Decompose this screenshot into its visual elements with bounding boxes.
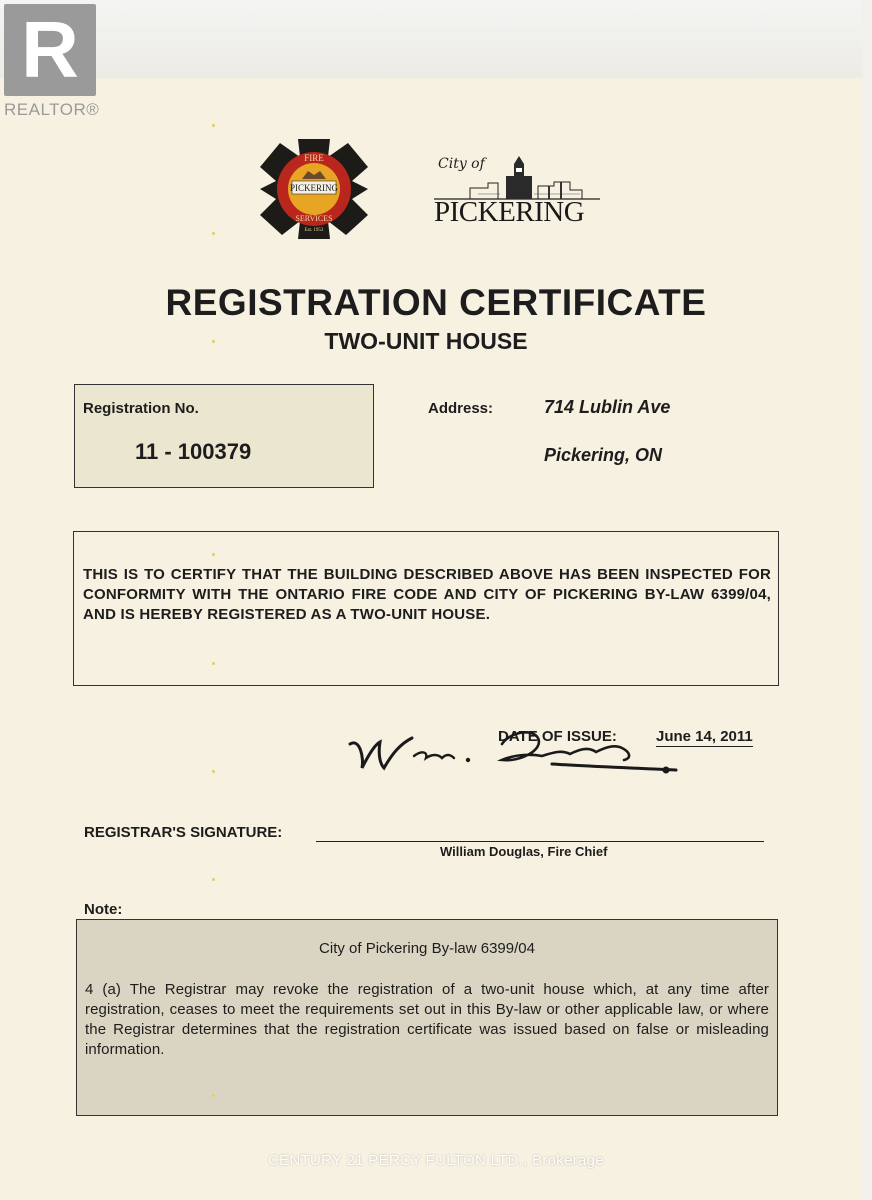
date-of-issue-label: DATE OF ISSUE: xyxy=(498,728,617,745)
fire-services-badge-icon xyxy=(258,137,370,241)
scan-right-edge xyxy=(862,0,872,1200)
registrar-signature-label: REGISTRAR'S SIGNATURE: xyxy=(84,824,283,841)
city-of-label: City of xyxy=(438,156,485,172)
registration-number: 11 - 100379 xyxy=(135,439,252,464)
realtor-r-icon xyxy=(4,4,96,96)
handwritten-signature xyxy=(342,714,682,784)
fire-badge-est-text: Est. 1953 xyxy=(304,228,324,233)
realtor-letter: R xyxy=(21,5,79,94)
certificate-subtitle: TWO-UNIT HOUSE xyxy=(324,328,528,354)
note-label: Note: xyxy=(84,901,123,918)
address-line-2: Pickering, ON xyxy=(544,445,663,465)
scan-speck xyxy=(212,878,215,881)
brokerage-watermark: CENTURY 21 PERCY FULTON LTD., Brokerage xyxy=(268,1152,604,1169)
date-of-issue-value: June 14, 2011 xyxy=(656,728,753,745)
fire-badge-top-text: FIRE xyxy=(304,153,324,163)
note-heading: City of Pickering By-law 6399/04 xyxy=(319,940,535,957)
registration-label: Registration No. xyxy=(83,400,199,417)
certification-box xyxy=(73,531,779,686)
scan-speck xyxy=(212,232,215,235)
note-body: 4 (a) The Registrar may revoke the registration of a two-unit house which, at any time after registration, ceases to meet the requirements set out in this By-law or other applicable law, or where the Registrar determines that the registration certificate was issued based on false or misleading information. xyxy=(85,981,769,1058)
address-label: Address: xyxy=(428,400,494,417)
city-hall-skyline-icon xyxy=(430,152,606,200)
scan-speck xyxy=(212,340,215,343)
scan-top-band xyxy=(0,0,872,78)
scan-speck xyxy=(212,553,215,556)
realtor-wordmark: REALTOR® xyxy=(4,100,100,119)
note-box xyxy=(76,919,778,1116)
realtor-logo xyxy=(4,4,100,122)
city-name: PICKERING xyxy=(434,196,585,228)
scan-speck xyxy=(212,662,215,665)
scan-speck xyxy=(212,1094,215,1097)
scan-speck xyxy=(212,770,215,773)
registration-box xyxy=(74,384,374,488)
certificate-title: REGISTRATION CERTIFICATE xyxy=(165,282,707,323)
signature-line xyxy=(316,841,764,842)
fire-badge-bottom-text: SERVICES xyxy=(295,214,333,223)
fire-badge-center-text: PICKERING xyxy=(289,183,339,193)
address-line-1: 714 Lublin Ave xyxy=(544,397,671,417)
scan-speck xyxy=(212,124,215,127)
certification-statement: THIS IS TO CERTIFY THAT THE BUILDING DESCRIBED ABOVE HAS BEEN INSPECTED FOR CONFORMITY WITH THE ONTARIO FIRE CODE AND CITY OF PICKERING BY-LAW 6399/04, AND IS HEREBY REGISTERED AS A TWO-UNIT HOUSE. xyxy=(83,566,771,623)
city-of-pickering-logo xyxy=(430,152,606,232)
signatory-name: William Douglas, Fire Chief xyxy=(440,844,608,859)
